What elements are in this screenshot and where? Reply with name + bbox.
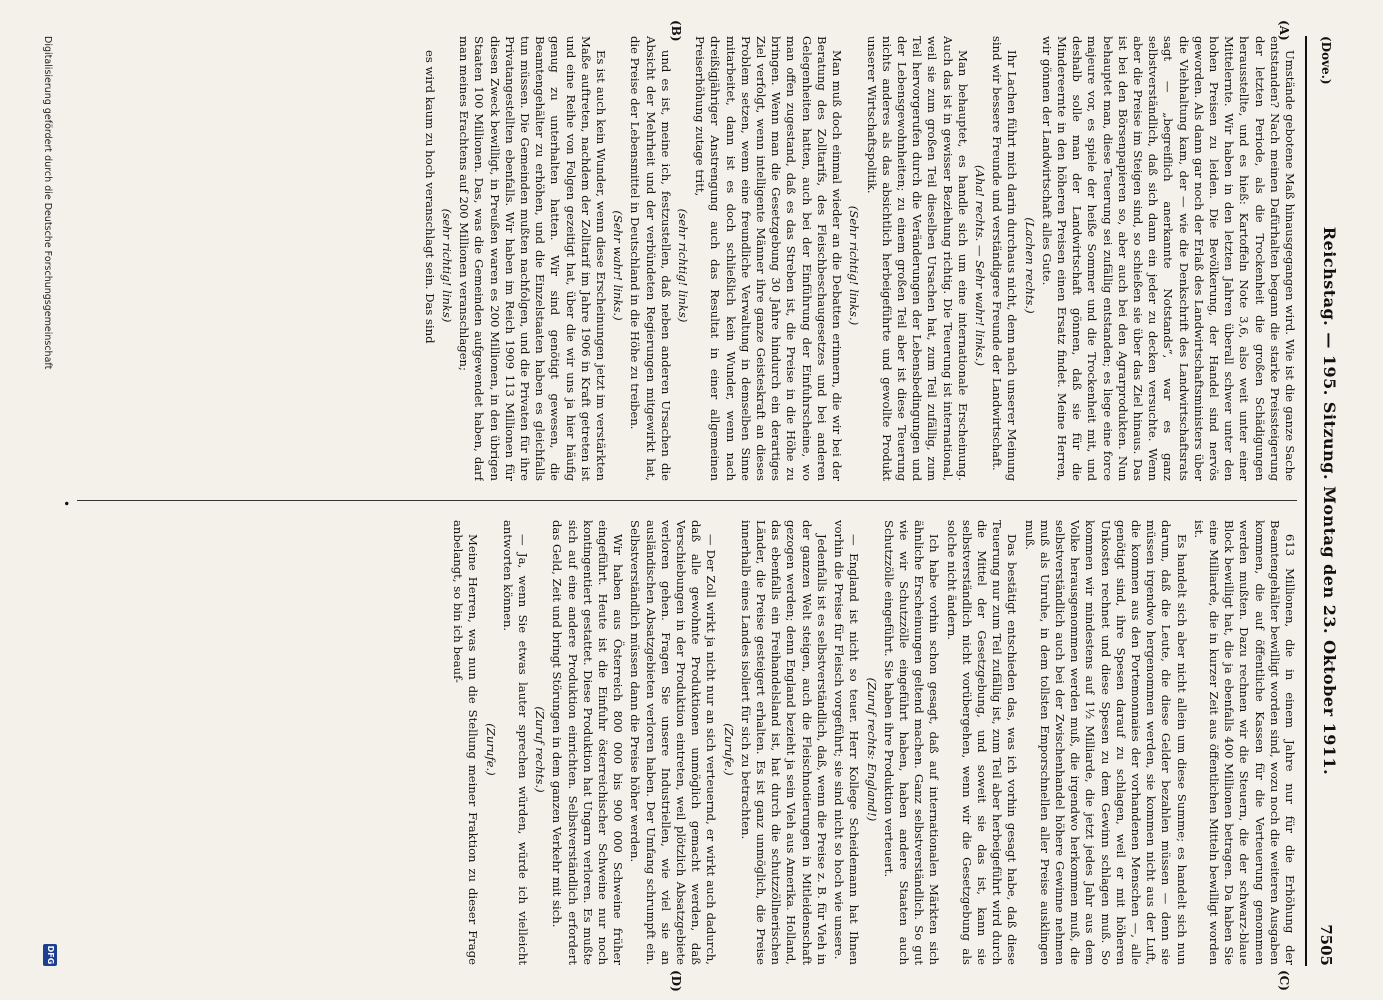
paragraph: Es ist auch kein Wunder, wenn diese Erscheinungen jetzt im verstärkten Maße auftreten, nachdem der Zolltarif im Jahre 1906 in Kraft getreten ist und eine Reihe von Folgen gezeitigt hat, über die wir uns ja hier häufig genug zu unterhalten hatten. Wir sind genötigt gewesen, die Beamtengehälter zu erhöhen, und die Einzelstaaten haben es gleichfalls tun müssen. Die Gemeinden mußten nachfolgen, und die Privaten für ihre Privatangestellten ebenfalls. Wir haben im Reich 1909 113 Millionen für diesen Zweck bewilligt, in Preußen waren es 200 Millionen, in den übrigen Staaten 100 Millionen. Das, was die Gemeinden aufgewendet haben, darf man meines Erachtens auf 200 Millionen veranschlagen; (457, 36, 609, 481)
page-header (1311, 36, 1341, 966)
interjection: (sehr richtig! links) (440, 208, 455, 323)
paragraph: 613 Millionen, die in einem Jahre nur für die Erhöhung der Beamtengehälter bewilligt worden sind, wozu noch die weiteren Ausgaben kommen, die auf öffentliche Kassen für die Verteuerung genommen werden mußten. Dazu rechnen wir die Steuern, die der schwarz-blaue Block bewilligt hat, die ja ebenfalls 400 Millionen betragen. Da haben Sie eine Milliarde, die in kurzer Zeit aus öffentlichen Mitteln bewilligt worden ist. (1191, 520, 1297, 965)
interjection: (Zurufe.) (483, 723, 498, 776)
paragraph: es wird kaum zu hoch veranschlagt sein. Das sind (422, 50, 437, 344)
interjection: (Lachen rechts.) (1022, 217, 1037, 314)
header-rule (1305, 36, 1307, 966)
footer-note: Digitalisierung gefördert durch die Deutsche Forschungsgemeinschaft (42, 36, 53, 370)
paragraph: Man muß doch einmal wieder an die Debatten erinnern, die wir bei der Beratung des Zolltarifs, des Fleischbeschaugesetzes und bei anderen Gelegenheiten hatten, auch bei der Einführung der Einfuhrscheine, wo man offen zugestand, daß es das Streben ist, die Preise in die Höhe zu bringen. Wenn man die Gesetzgebung 30 Jahre hindurch ein derartiges Ziel verfolgt, wenn intelligente Männer ihre ganze Geisteskraft an dieses Problem setzen, wenn eine freundliche Verwaltung in demselben Sinne mitarbeitet, dann ist es doch schließlich kein Wunder, wenn nach dreißigjähriger Anstrengung auch das Resultat in einer allgemeinen Preiserhöhung zutage tritt, (693, 36, 845, 481)
paragraph: und es ist, meine ich, festzustellen, daß neben anderen Ursachen die Absicht der Mehrheit und der verbündeten Regierungen mitgewirkt hat, die Preise der Lebensmittel in Deutschland in die Höhe zu treiben. (628, 36, 673, 481)
interjection: (Zuruf rechts.) (533, 706, 548, 793)
paragraph: Ihr Lachen führt mich darin durchaus nicht, denn nach unserer Meinung sind wir bessere Freunde und verständigere Freunde der Landwirtschaft. (990, 36, 1020, 481)
paragraph: Ich habe vorhin schon gesagt, daß auf internationalen Märkten sich ähnliche Erscheinungen geltend machen. Ganz selbstverständlich. So gut wie wir Schutzzölle eingeführt haben, haben andere Staaten auch Schutzzölle eingeführt. Sie haben ihre Produktion verteuert. (881, 520, 942, 965)
header-speaker: (Dove.) (1319, 36, 1333, 85)
interjection: (Zurufe.) (721, 723, 736, 776)
paragraph: Man behauptet, es handle sich um eine internationale Erscheinung. Auch das ist in gewisser Beziehung richtig. Die Teuerung ist international, weil sie zum großen Teil dieselben Ursachen hat, zum Teil zufällig, zum Teil hervorgerufen durch die Veränderungen der Lebensbedingungen und der Lebensgewohnheiten; zu einem großen Teil aber ist diese Teuerung nichts anderes als das absichtlich herbeigeführte und gewollte Produkt unserer Wirtschaftspolitik. (864, 36, 970, 481)
paragraph: — England ist nicht so teuer. Herr Kollege Scheidemann hat Ihnen vorhin die Preise für Fleisch vorgeführt; sie sind nicht so hoch wie unsere. (832, 520, 862, 965)
margin-letter-d: (D) (669, 970, 683, 992)
interjection: (Aha! rechts. — Sehr wahr! links.) (972, 165, 987, 366)
paragraph: — Ja, wenn Sie etwas lauter sprechen würden, würde ich vielleicht antworten können. (500, 520, 531, 965)
paragraph: Es handelt sich aber nicht allein um diese Summe; es handelt sich nun darum, daß die Leute, die diese Gelder bezahlen müssen — denn sie müssen irgendwo hergenommen werden, sie kommen nicht aus der Luft, die kommen aus den Portemonnaies der vorhandenen Menschen —, alle genötigt sind, ihre Spesen darauf zu schlagen, weil er mit höheren Unkosten rechnet und diese Spesen zu dem Gewinn schlagen muß. So kommen wir mindestens auf 1½ Milliarde, die jetzt jedes Jahr aus dem Volke herausgenommen werden muß, die irgendwo herkommen muß, die selbstverständlich auch bei der Zwischenhandel höhere Gewinne nehmen muß als Unruhe, in dem tollsten Emporschnellen aller Preise ausklingen muß. (1022, 520, 1189, 965)
margin-letter-a: (A) (1277, 20, 1291, 41)
paragraph: Meine Herren, was nun die Stellung meiner Fraktion zu dieser Frage anbelangt, so bin ich beauf- (451, 520, 481, 965)
paragraph: Das bestätigt entschieden das, was ich vorhin gesagt habe, daß diese Teuerung nur zum Teil zufällig ist, zum Teil aber herbeigeführt wird durch die Mittel der Gesetzgebung, und soweit sie das ist, kann sie selbstverständlich nicht vorübergehen, wenn wir die Gesetzgebung als solche nicht ändern. (944, 520, 1020, 965)
margin-letter-c: (C) (1277, 970, 1291, 991)
text-column-right (77, 520, 1297, 965)
interjection: (sehr richtig! links) (676, 208, 691, 323)
paragraph: — Der Zoll wirkt ja nicht nur an sich verteuernd, er wirkt auch dadurch, daß alle gewohnte Produktionen unmöglich gemacht werden, daß Verschiebungen in der Produktion eintreten, weil plötzlich Absatzgebiete verloren gehen. Fragen Sie unsere Industriellen, wie viel sie an ausländischen Absatzgebieten verloren haben. Der Umfang schrumpft ein. Selbstverständlich müssen dann die Preise höher werden. (628, 520, 719, 965)
header-title: Reichstag. — 195. Sitzung. Montag den 23. Oktober 1911. (1320, 226, 1339, 776)
interjection: (Sehr wahr! links.) (611, 210, 626, 321)
page-marker: • (59, 500, 73, 508)
interjection: (Sehr richtig! links.) (847, 205, 862, 326)
paragraph: Wir haben aus Österreich 800 000 bis 900 000 Schweine früher eingeführt. Heute ist die Einfuhr österreichischer Schweine nur noch kontingentiert gestattet. Diese Produktion hat Ungarn verloren. Es mußte sich auf eine andere Produktion einrichten. Selbstverständlich erfordert das Geld, Zeit und bringt Störungen in dem ganzen Verkehr mit sich. (550, 520, 626, 965)
page-number: 7505 (1317, 924, 1335, 966)
text-column-left (77, 36, 1297, 481)
paragraph: Umstände gebotene Maß hinausgegangen wird. Wie ist die ganze Sache entstanden? Nach meinen Dafürhalten begann die starke Preissteigerung der letzten Periode, als die Trockenheit die großen Schädigungen herausstellte, und es hieß: Kartoffeln Note 3,6, also weit unter einer Mittelernte. Wir haben in den letzten Jahren überall schwer unter den hohen Preisen zu leiden. Die Bevölkerung, der Handel sind nervös geworden. Als dann gar noch der Erlaß des Landwirtschaftsministers über die Viehhaltung kam, der — wie die Denkschrift des Landwirtschaftsrats sagt — „begreiflich anerkannte Notstands“, war es ganz selbstverständlich, daß sich dann ein jeder zu decken versuchte. Wenn aber die Preise im Steigen sind, so schießen sie über das Ziel hinaus. Das ist bei den Börsenpapieren so, aber auch bei den Agrarprodukten. Nun behauptet man, diese Teuerung sei zufällig entstanden; es liege eine force majeure vor, es spiele der heiße Sommer und die Trockenheit mit, und deshalb solle man der Landwirtschaft gönnen, daß sie für die Mindereernte in den höheren Preisen einen Ersatz findet. Meine Herren, wir gönnen der Landwirtschaft alles Gute. (1039, 36, 1297, 481)
column-divider (77, 500, 1297, 501)
margin-letter-b: (B) (669, 20, 683, 42)
interjection: (Zuruf rechts: England!) (864, 677, 879, 822)
dfg-logo-icon: DFG (43, 944, 57, 966)
paragraph: Jedenfalls ist es selbstverständlich, daß, wenn die Preise z. B. für Vieh in der ganzen Welt steigen, auch die Fleischnotierungen in Mitleidenschaft gezogen werden; denn England bezieht ja sein Vieh aus Amerika. Holland, das ebenfalls ein Freihandelsland ist, hat durch die schutzzöllnerischen Länder, die Preise gesteigert erhalten. Es ist ganz unmöglich, die Preise innerhalb eines Landes isoliert für sich zu betrachten. (738, 520, 829, 965)
